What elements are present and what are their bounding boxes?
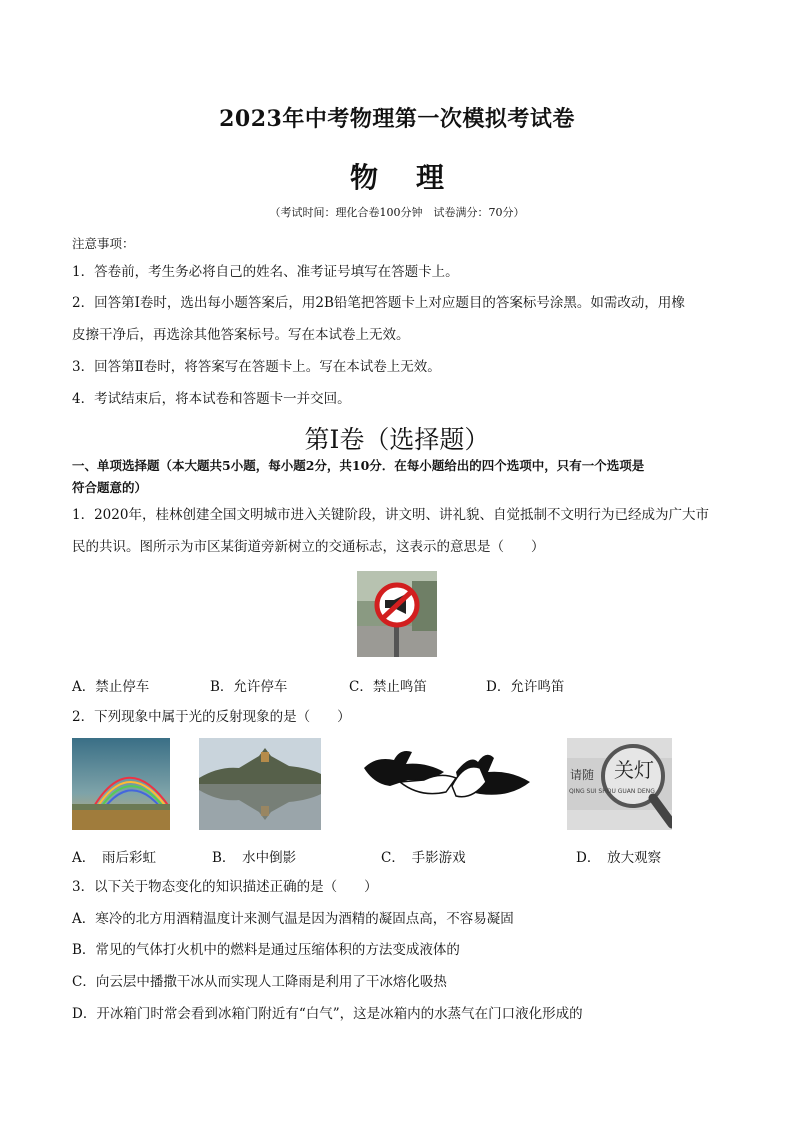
section-title: 第Ⅰ卷（选择题） (304, 425, 490, 454)
notice-item-4: 4．考试结束后，将本试卷和答题卡一并交回。 (72, 391, 351, 407)
exam-info: （考试时间：理化合卷100分钟 试卷满分：70分） (269, 206, 525, 219)
q1-option-c: C．禁止鸣笛 (349, 679, 427, 695)
q1-option-d: D．允许鸣笛 (486, 679, 565, 695)
no-honking-sign-image (357, 571, 437, 657)
section-instruction: 一、单项选择题（本大题共5小题，每小题2分，共10分．在每小题给出的四个选项中，只有一个选项是 (72, 458, 645, 473)
notice-item-1: 1．答卷前，考生务必将自己的姓名、准考证号填写在答题卡上。 (72, 264, 459, 280)
magnifier-image (567, 738, 672, 830)
rainbow-image (72, 738, 170, 830)
notice-item-2: 2．回答第Ⅰ卷时，选出每小题答案后，用2B铅笔把答题卡上对应题目的答案标号涂黑。如需改动，用橡 (72, 295, 685, 311)
q2-stem: 2．下列现象中属于光的反射现象的是（ ） (72, 709, 351, 725)
q2-option-a: A． 雨后彩虹 (72, 850, 156, 866)
q1-stem: 1．2020年，桂林创建全国文明城市进入关键阶段，讲文明、讲礼貌、自觉抵制不文明行为已经成为广大市 (72, 507, 709, 523)
notice-item-3: 3．回答第Ⅱ卷时，将答案写在答题卡上。写在本试卷上无效。 (72, 359, 441, 375)
q3-option-d: D．开冰箱门时常会看到冰箱门附近有“白气”，这是冰箱内的水蒸气在门口液化形成的 (72, 1006, 583, 1022)
sign-text-right: 关灯 (614, 758, 654, 782)
q3-option-c: C．向云层中播撒干冰从而实现人工降雨是利用了干冰熔化吸热 (72, 974, 447, 990)
exam-title: 2023年中考物理第一次模拟考试卷 (219, 106, 575, 132)
hand-shadow-image (360, 742, 534, 810)
q1-option-b: B．允许停车 (210, 679, 288, 695)
q1-stem-cont: 民的共识。图所示为市区某街道旁新树立的交通标志，这表示的意思是（ ） (72, 539, 545, 555)
notice-heading: 注意事项： (72, 236, 135, 251)
subject-title: 物理 (349, 161, 482, 194)
sign-text-left: 请随 (570, 768, 595, 782)
q3-stem: 3．以下关于物态变化的知识描述正确的是（ ） (72, 879, 378, 895)
q2-option-d: D． 放大观察 (576, 850, 662, 866)
q2-option-b: B． 水中倒影 (212, 850, 297, 866)
water-reflection-image (199, 738, 321, 830)
q3-option-b: B．常见的气体打火机中的燃料是通过压缩体积的方法变成液体的 (72, 942, 460, 958)
q1-option-a: A．禁止停车 (72, 679, 150, 695)
section-instruction-cont: 符合题意的） (72, 480, 148, 495)
sign-pinyin: QING SUI SHOU GUAN DENG (569, 788, 655, 795)
q2-option-c: C． 手影游戏 (381, 850, 466, 866)
q3-option-a: A．寒冷的北方用酒精温度计来测气温是因为酒精的凝固点高，不容易凝固 (72, 911, 514, 927)
notice-item-2-cont: 皮擦干净后，再选涂其他答案标号。写在本试卷上无效。 (72, 327, 410, 343)
